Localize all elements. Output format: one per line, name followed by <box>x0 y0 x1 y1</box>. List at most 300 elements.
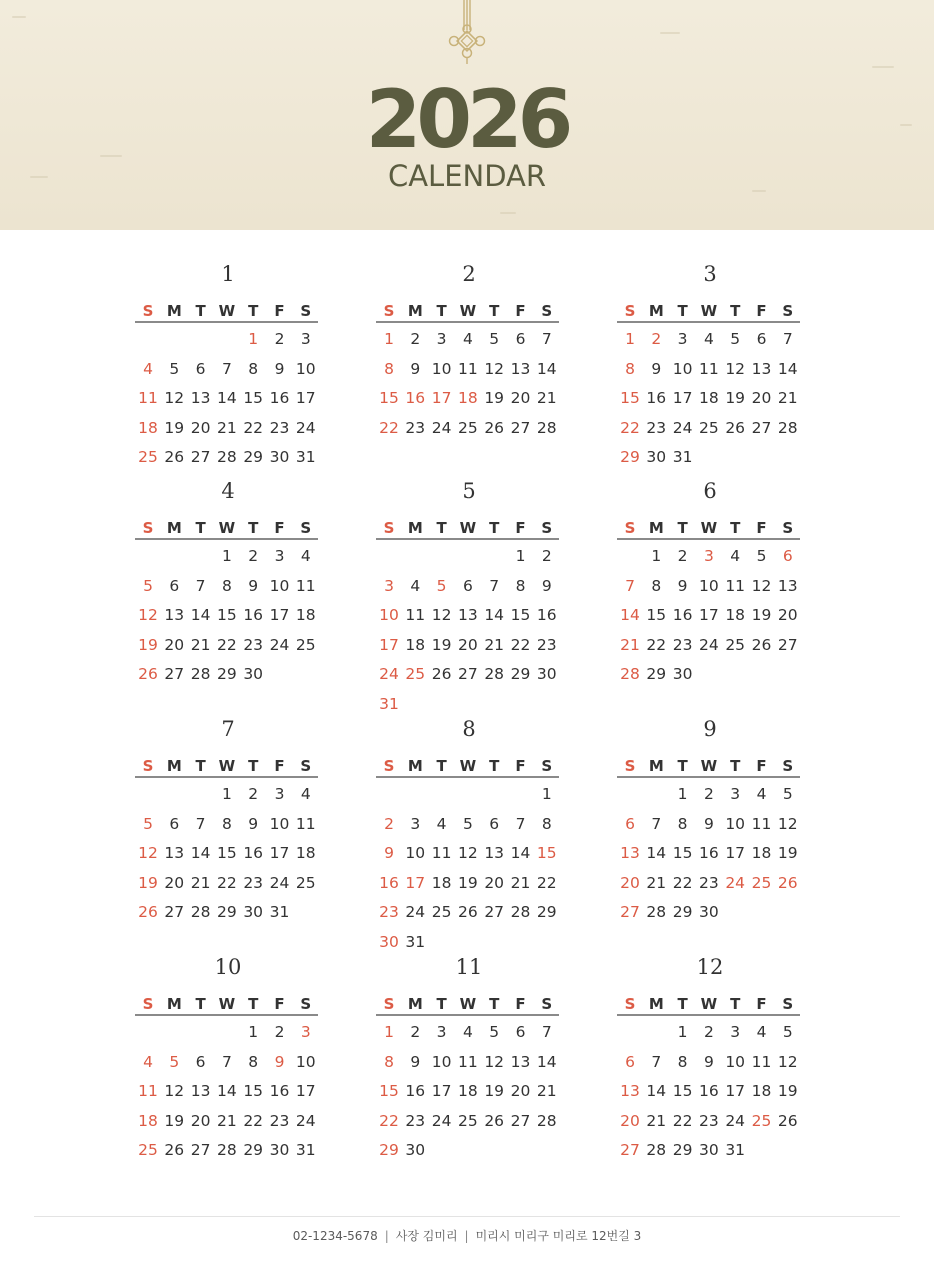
day-cell: 13 <box>484 844 505 862</box>
weekday-label: S <box>624 995 636 1013</box>
day-cell: 8 <box>515 576 526 595</box>
day-cell: 2 <box>384 814 394 833</box>
day-cell: 31 <box>269 903 290 921</box>
day-cell: 1 <box>248 1023 259 1041</box>
day-cell: 24 <box>295 1111 316 1130</box>
day-cell: 2 <box>703 785 714 803</box>
day-cell: 11 <box>295 576 316 595</box>
day-cell: 15 <box>510 606 531 624</box>
day-cell: 19 <box>484 389 505 407</box>
weekday-label: T <box>248 995 259 1013</box>
day-cell: 12 <box>164 1082 185 1100</box>
day-cell: 8 <box>221 576 232 595</box>
weekday-label: T <box>489 757 500 775</box>
day-cell: 14 <box>646 844 667 862</box>
day-cell: 26 <box>751 635 772 654</box>
day-cell: 27 <box>164 903 185 921</box>
day-cell: 12 <box>725 359 746 378</box>
weekday-label: T <box>436 757 447 775</box>
day-cell: 3 <box>300 330 311 348</box>
day-cell: 10 <box>431 359 452 378</box>
day-cell: 15 <box>243 1082 264 1100</box>
day-cell: 21 <box>217 1111 237 1130</box>
day-cell: 18 <box>138 418 158 437</box>
day-cell: 26 <box>484 1111 505 1130</box>
day-cell: 29 <box>620 448 640 466</box>
day-cell: 26 <box>138 665 158 683</box>
day-cell: 20 <box>190 418 211 437</box>
weekday-label: F <box>274 995 285 1013</box>
weekday-label: F <box>756 519 767 537</box>
day-cell: 18 <box>405 635 426 654</box>
day-cell: 15 <box>672 1082 693 1100</box>
day-cell: 15 <box>243 389 264 407</box>
weekday-label: M <box>407 302 423 320</box>
day-cell: 18 <box>751 1082 772 1100</box>
weekday-label: W <box>218 757 236 775</box>
day-cell: 19 <box>164 1111 185 1130</box>
day-cell: 30 <box>243 665 264 683</box>
weekday-label: S <box>300 519 312 537</box>
weekday-label: W <box>459 519 477 537</box>
day-cell: 11 <box>699 359 719 378</box>
day-cell: 13 <box>620 1082 640 1100</box>
weekday-label: T <box>248 519 259 537</box>
day-cell: 23 <box>699 873 719 892</box>
day-cell: 1 <box>651 547 662 565</box>
day-cell: 22 <box>536 873 557 892</box>
day-cell: 27 <box>777 635 798 654</box>
weekday-label: S <box>383 757 395 775</box>
day-cell: 20 <box>510 389 531 407</box>
month-title: 2 <box>462 262 476 286</box>
day-cell: 8 <box>248 359 259 378</box>
day-cell: 30 <box>646 448 667 466</box>
weekday-label: S <box>142 757 154 775</box>
day-cell: 15 <box>379 389 399 407</box>
day-cell: 15 <box>672 844 693 862</box>
day-cell: 10 <box>295 359 316 378</box>
weekday-label: W <box>700 757 718 775</box>
footer-separator: | <box>464 1229 469 1243</box>
day-cell: 24 <box>405 903 426 921</box>
day-cell: 18 <box>138 1111 158 1130</box>
weekday-label: T <box>677 302 688 320</box>
day-cell: 18 <box>458 1082 478 1100</box>
weekday-divider <box>376 538 559 540</box>
day-cell: 23 <box>243 635 264 654</box>
day-cell: 2 <box>410 1023 421 1041</box>
day-cell: 13 <box>510 1052 531 1071</box>
weekday-label: T <box>730 519 741 537</box>
day-cell: 14 <box>217 389 237 407</box>
day-cell: 9 <box>410 359 421 378</box>
day-cell: 3 <box>730 1023 741 1041</box>
day-cell: 14 <box>620 606 640 624</box>
weekday-label: S <box>624 302 636 320</box>
footer-address: 미리시 미리구 미리로 12번길 3 <box>475 1229 642 1243</box>
day-cell: 6 <box>515 1023 526 1041</box>
day-cell: 9 <box>248 576 259 595</box>
month-title: 3 <box>703 262 717 286</box>
day-cell: 22 <box>379 1111 399 1130</box>
day-cell: 21 <box>484 635 505 654</box>
day-cell: 19 <box>751 606 772 624</box>
day-cell: 25 <box>699 418 719 437</box>
day-cell: 4 <box>410 576 421 595</box>
day-cell: 9 <box>703 814 714 833</box>
day-cell: 28 <box>536 418 557 437</box>
day-cell: 24 <box>269 635 290 654</box>
weekday-label: T <box>489 302 500 320</box>
day-cell: 12 <box>484 1052 505 1071</box>
weekday-label: F <box>515 519 526 537</box>
day-cell: 21 <box>536 389 557 407</box>
day-cell: 28 <box>484 665 505 683</box>
day-cell: 2 <box>274 330 285 348</box>
day-cell: 19 <box>725 389 746 407</box>
month-title: 5 <box>462 479 476 503</box>
day-cell: 16 <box>672 606 693 624</box>
day-cell: 7 <box>541 330 552 348</box>
footer-divider <box>34 1216 900 1217</box>
day-cell: 4 <box>462 1023 473 1041</box>
weekday-label: S <box>782 519 794 537</box>
day-cell: 25 <box>751 1111 772 1130</box>
weekday-label: M <box>648 519 664 537</box>
day-cell: 16 <box>536 606 557 624</box>
weekday-divider <box>135 538 318 540</box>
day-cell: 21 <box>536 1082 557 1100</box>
day-cell: 10 <box>269 814 290 833</box>
day-cell: 25 <box>138 448 158 466</box>
day-cell: 29 <box>510 665 531 683</box>
day-cell: 3 <box>703 547 714 565</box>
day-cell: 27 <box>164 665 185 683</box>
day-cell: 17 <box>295 389 316 407</box>
day-cell: 17 <box>379 635 399 654</box>
day-cell: 7 <box>625 576 635 595</box>
day-cell: 24 <box>699 635 719 654</box>
day-cell: 3 <box>730 785 741 803</box>
weekday-label: S <box>541 302 553 320</box>
weekday-label: T <box>489 519 500 537</box>
day-cell: 4 <box>703 330 714 348</box>
day-cell: 9 <box>677 576 688 595</box>
day-cell: 19 <box>164 418 185 437</box>
weekday-label: T <box>730 302 741 320</box>
day-cell: 25 <box>138 1141 158 1159</box>
day-cell: 16 <box>243 606 264 624</box>
weekday-label: W <box>459 757 477 775</box>
day-cell: 21 <box>620 635 640 654</box>
day-cell: 6 <box>169 576 180 595</box>
weekday-label: T <box>195 995 206 1013</box>
day-cell: 24 <box>295 418 316 437</box>
day-cell: 24 <box>431 418 452 437</box>
day-cell: 23 <box>379 903 399 921</box>
day-cell: 31 <box>295 1141 316 1159</box>
day-cell: 16 <box>699 1082 719 1100</box>
weekday-label: M <box>166 519 182 537</box>
day-cell: 21 <box>190 635 211 654</box>
day-cell: 22 <box>217 873 237 892</box>
day-cell: 17 <box>725 844 746 862</box>
day-cell: 26 <box>777 1111 798 1130</box>
month-title: 12 <box>696 955 724 979</box>
day-cell: 5 <box>730 330 741 348</box>
day-cell: 1 <box>625 330 635 348</box>
weekday-label: T <box>436 519 447 537</box>
weekday-label: S <box>300 995 312 1013</box>
day-cell: 22 <box>672 873 693 892</box>
day-cell: 16 <box>269 1082 290 1100</box>
day-cell: 28 <box>777 418 798 437</box>
day-cell: 12 <box>431 606 452 624</box>
day-cell: 26 <box>777 873 798 892</box>
weekday-label: T <box>436 302 447 320</box>
day-cell: 10 <box>725 1052 746 1071</box>
day-cell: 27 <box>484 903 505 921</box>
day-cell: 29 <box>217 665 237 683</box>
day-cell: 22 <box>672 1111 693 1130</box>
calendar-year-title: 2026 <box>365 73 569 166</box>
day-cell: 20 <box>164 873 185 892</box>
day-cell: 22 <box>646 635 667 654</box>
day-cell: 10 <box>672 359 693 378</box>
day-cell: 2 <box>410 330 421 348</box>
month-title: 1 <box>221 262 235 286</box>
day-cell: 19 <box>777 1082 798 1100</box>
weekday-label: M <box>648 757 664 775</box>
day-cell: 11 <box>405 606 426 624</box>
day-cell: 20 <box>620 873 640 892</box>
day-cell: 11 <box>458 1052 478 1071</box>
day-cell: 22 <box>510 635 531 654</box>
day-cell: 20 <box>620 1111 640 1130</box>
weekday-label: M <box>407 757 423 775</box>
day-cell: 24 <box>379 665 399 683</box>
weekday-label: T <box>677 757 688 775</box>
day-cell: 26 <box>484 418 505 437</box>
day-cell: 12 <box>138 844 158 862</box>
weekday-label: T <box>195 757 206 775</box>
day-cell: 21 <box>217 418 237 437</box>
day-cell: 12 <box>138 606 158 624</box>
day-cell: 14 <box>777 359 798 378</box>
day-cell: 31 <box>725 1141 746 1159</box>
weekday-label: S <box>624 757 636 775</box>
day-cell: 2 <box>703 1023 714 1041</box>
day-cell: 4 <box>143 1052 153 1071</box>
day-cell: 13 <box>190 389 211 407</box>
day-cell: 17 <box>269 606 290 624</box>
weekday-divider <box>135 1014 318 1016</box>
day-cell: 30 <box>243 903 264 921</box>
day-cell: 9 <box>274 1052 285 1071</box>
header-banner <box>0 0 934 230</box>
day-cell: 28 <box>536 1111 557 1130</box>
day-cell: 5 <box>436 576 447 595</box>
day-cell: 1 <box>384 330 394 348</box>
day-cell: 24 <box>672 418 693 437</box>
day-cell: 20 <box>164 635 185 654</box>
day-cell: 17 <box>431 389 452 407</box>
weekday-divider <box>617 538 800 540</box>
weekday-label: S <box>300 302 312 320</box>
day-cell: 7 <box>651 814 662 833</box>
day-cell: 17 <box>405 873 426 892</box>
weekday-label: F <box>756 757 767 775</box>
day-cell: 4 <box>756 1023 767 1041</box>
day-cell: 2 <box>541 547 552 565</box>
weekday-label: F <box>274 302 285 320</box>
day-cell: 3 <box>274 785 285 803</box>
weekday-label: T <box>730 995 741 1013</box>
day-cell: 8 <box>384 359 394 378</box>
day-cell: 25 <box>458 1111 478 1130</box>
footer-phone: 02-1234-5678 <box>292 1229 378 1243</box>
day-cell: 11 <box>431 844 452 862</box>
day-cell: 9 <box>274 359 285 378</box>
day-cell: 4 <box>143 359 153 378</box>
day-cell: 20 <box>510 1082 531 1100</box>
day-cell: 4 <box>756 785 767 803</box>
weekday-label: S <box>383 302 395 320</box>
day-cell: 29 <box>672 903 693 921</box>
day-cell: 29 <box>217 903 237 921</box>
day-cell: 11 <box>138 1082 158 1100</box>
day-cell: 13 <box>777 576 798 595</box>
day-cell: 30 <box>672 665 693 683</box>
day-cell: 13 <box>164 606 185 624</box>
day-cell: 6 <box>462 576 473 595</box>
day-cell: 20 <box>777 606 798 624</box>
day-cell: 1 <box>515 547 526 565</box>
day-cell: 13 <box>190 1082 211 1100</box>
day-cell: 29 <box>536 903 557 921</box>
day-cell: 22 <box>620 418 640 437</box>
day-cell: 12 <box>458 844 478 862</box>
day-cell: 1 <box>677 785 688 803</box>
day-cell: 13 <box>510 359 531 378</box>
day-cell: 31 <box>379 694 399 713</box>
day-cell: 25 <box>431 903 452 921</box>
day-cell: 14 <box>510 844 531 862</box>
day-cell: 25 <box>405 665 426 683</box>
day-cell: 11 <box>138 389 158 407</box>
month-title: 4 <box>221 479 235 503</box>
day-cell: 4 <box>300 785 311 803</box>
day-cell: 28 <box>646 1141 667 1159</box>
day-cell: 30 <box>536 665 557 683</box>
weekday-label: F <box>274 519 285 537</box>
day-cell: 16 <box>269 389 290 407</box>
weekday-label: T <box>730 757 741 775</box>
day-cell: 22 <box>243 1111 264 1130</box>
weekday-label: S <box>142 519 154 537</box>
day-cell: 2 <box>677 547 688 565</box>
day-cell: 8 <box>221 814 232 833</box>
day-cell: 18 <box>295 606 316 624</box>
day-cell: 6 <box>782 547 793 565</box>
day-cell: 10 <box>379 606 399 624</box>
day-cell: 8 <box>384 1052 394 1071</box>
weekday-label: M <box>407 995 423 1013</box>
day-cell: 10 <box>405 844 426 862</box>
day-cell: 3 <box>410 814 421 833</box>
weekday-label: T <box>677 519 688 537</box>
day-cell: 12 <box>777 1052 798 1071</box>
day-cell: 30 <box>699 1141 719 1159</box>
day-cell: 11 <box>295 814 316 833</box>
day-cell: 4 <box>436 814 447 833</box>
day-cell: 30 <box>699 903 719 921</box>
day-cell: 31 <box>295 448 316 466</box>
day-cell: 3 <box>384 576 394 595</box>
weekday-divider <box>376 321 559 323</box>
day-cell: 11 <box>751 1052 772 1071</box>
day-cell: 4 <box>730 547 741 565</box>
day-cell: 3 <box>677 330 688 348</box>
day-cell: 26 <box>164 1141 185 1159</box>
day-cell: 14 <box>190 606 211 624</box>
day-cell: 12 <box>484 359 505 378</box>
day-cell: 3 <box>436 1023 447 1041</box>
day-cell: 21 <box>777 389 798 407</box>
weekday-label: S <box>300 757 312 775</box>
day-cell: 26 <box>458 903 478 921</box>
day-cell: 7 <box>782 330 793 348</box>
weekday-label: S <box>541 757 553 775</box>
day-cell: 24 <box>269 873 290 892</box>
weekday-label: M <box>648 995 664 1013</box>
day-cell: 19 <box>777 844 798 862</box>
day-cell: 23 <box>536 635 557 654</box>
day-cell: 17 <box>431 1082 452 1100</box>
day-cell: 30 <box>405 1141 426 1159</box>
day-cell: 26 <box>164 448 185 466</box>
day-cell: 23 <box>405 418 426 437</box>
day-cell: 14 <box>190 844 211 862</box>
footer-info <box>0 1226 934 1246</box>
day-cell: 12 <box>777 814 798 833</box>
weekday-label: F <box>515 995 526 1013</box>
month-title: 6 <box>703 479 717 503</box>
day-cell: 3 <box>300 1023 311 1041</box>
day-cell: 15 <box>536 844 557 862</box>
day-cell: 28 <box>190 665 211 683</box>
day-cell: 18 <box>458 389 478 407</box>
day-cell: 25 <box>295 635 316 654</box>
day-cell: 16 <box>405 389 426 407</box>
day-cell: 13 <box>751 359 772 378</box>
day-cell: 27 <box>620 903 640 921</box>
day-cell: 16 <box>405 1082 426 1100</box>
day-cell: 11 <box>751 814 772 833</box>
weekday-label: S <box>142 995 154 1013</box>
day-cell: 7 <box>195 814 206 833</box>
day-cell: 2 <box>651 330 662 348</box>
weekday-divider <box>376 776 559 778</box>
weekday-label: T <box>195 519 206 537</box>
day-cell: 9 <box>541 576 552 595</box>
day-cell: 17 <box>295 1082 316 1100</box>
day-cell: 17 <box>699 606 719 624</box>
day-cell: 23 <box>405 1111 426 1130</box>
day-cell: 22 <box>379 418 399 437</box>
day-cell: 13 <box>458 606 478 624</box>
